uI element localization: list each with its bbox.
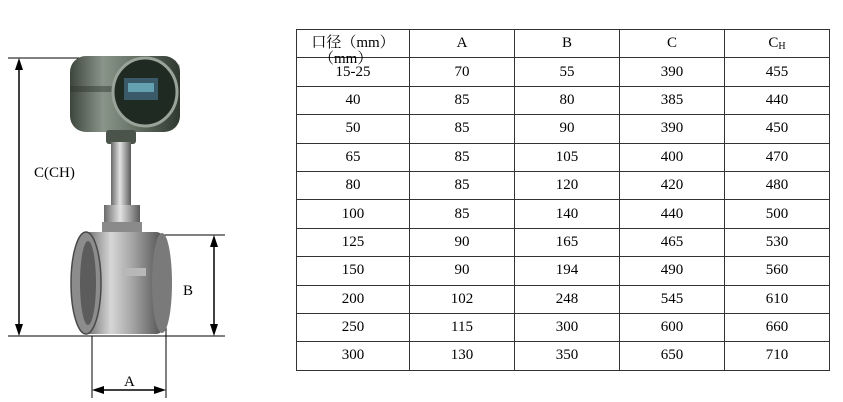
cell-diameter: 40 [297,86,410,114]
cell-c: 465 [620,228,725,256]
b-label: B [183,283,194,299]
cell-c: 440 [620,200,725,228]
cell-ch: 610 [725,285,830,313]
cell-b: 120 [515,171,620,199]
first-row-diameter: 15-25 [335,63,371,80]
cell-diameter: 65 [297,143,410,171]
cell-c: 490 [620,257,725,285]
cell-c: 420 [620,171,725,199]
cell-a: 90 [410,228,515,256]
first-row-overprint: （mm） [319,51,373,68]
cell-diameter: 200 [297,285,410,313]
table-row [297,171,830,199]
cell-diameter [297,51,410,86]
header-c: C [620,30,725,58]
cell-ch: 455 [725,58,830,86]
cell-a: 70 [410,58,515,86]
dimension-table [296,29,830,371]
cell-diameter: 125 [297,228,410,256]
cell-b: 350 [515,342,620,370]
table-body [297,51,830,370]
cell-diameter: 80 [297,171,410,199]
cell-c: 600 [620,313,725,341]
c-ch-arrow-bottom [15,324,23,336]
stem [111,142,131,208]
cell-c: 390 [620,115,725,143]
cell-ch: 660 [725,313,830,341]
cell-diameter: 250 [297,313,410,341]
table-row [297,285,830,313]
header-ch-sub: H [778,40,786,52]
cell-ch: 560 [725,257,830,285]
cell-b: 55 [515,58,620,86]
a-arrow-right [154,386,166,394]
cell-ch: 710 [725,342,830,370]
a-arrow-left [92,386,104,394]
header-a: A [410,30,515,58]
header-diameter: 口径（mm） [297,30,410,58]
cell-b: 300 [515,313,620,341]
c-ch-arrow-top [15,58,23,70]
b-arrow-bottom [210,324,218,336]
table-row [297,342,830,370]
cell-diameter: 150 [297,257,410,285]
cell-diameter: 50 [297,115,410,143]
cell-b: 194 [515,257,620,285]
cell-a: 85 [410,86,515,114]
cell-a: 85 [410,115,515,143]
table-row [297,115,830,143]
cell-a: 90 [410,257,515,285]
cell-a: 130 [410,342,515,370]
cell-c: 385 [620,86,725,114]
cell-diameter: 100 [297,200,410,228]
cell-ch: 480 [725,171,830,199]
cell-c: 545 [620,285,725,313]
cell-a: 102 [410,285,515,313]
header-ch [725,30,830,58]
cell-a: 85 [410,171,515,199]
cell-ch: 440 [725,86,830,114]
cell-ch: 450 [725,115,830,143]
cell-b: 80 [515,86,620,114]
cell-c: 400 [620,143,725,171]
cell-b: 248 [515,285,620,313]
cell-ch: 470 [725,143,830,171]
cell-b: 90 [515,115,620,143]
cell-b: 140 [515,200,620,228]
cell-b: 165 [515,228,620,256]
table-row [297,257,830,285]
b-arrow-top [210,235,218,247]
c-ch-label: C(CH) [34,165,75,181]
cell-a: 85 [410,143,515,171]
header-b: B [515,30,620,58]
cell-ch: 530 [725,228,830,256]
cell-ch: 500 [725,200,830,228]
header-ch-main: C [768,34,779,51]
table-row [297,143,830,171]
table-header-row [297,30,830,58]
cell-c: 390 [620,58,725,86]
table-row [297,58,830,86]
table-row [297,86,830,114]
table-row [297,313,830,341]
a-label: A [124,374,135,390]
cell-b: 105 [515,143,620,171]
flowmeter-dimension-figure [0,0,290,402]
flowmeter-illustration [70,56,180,334]
table-row [297,200,830,228]
cell-a: 115 [410,313,515,341]
cell-a: 85 [410,200,515,228]
cell-diameter: 300 [297,342,410,370]
cell-c: 650 [620,342,725,370]
table-row [297,228,830,256]
